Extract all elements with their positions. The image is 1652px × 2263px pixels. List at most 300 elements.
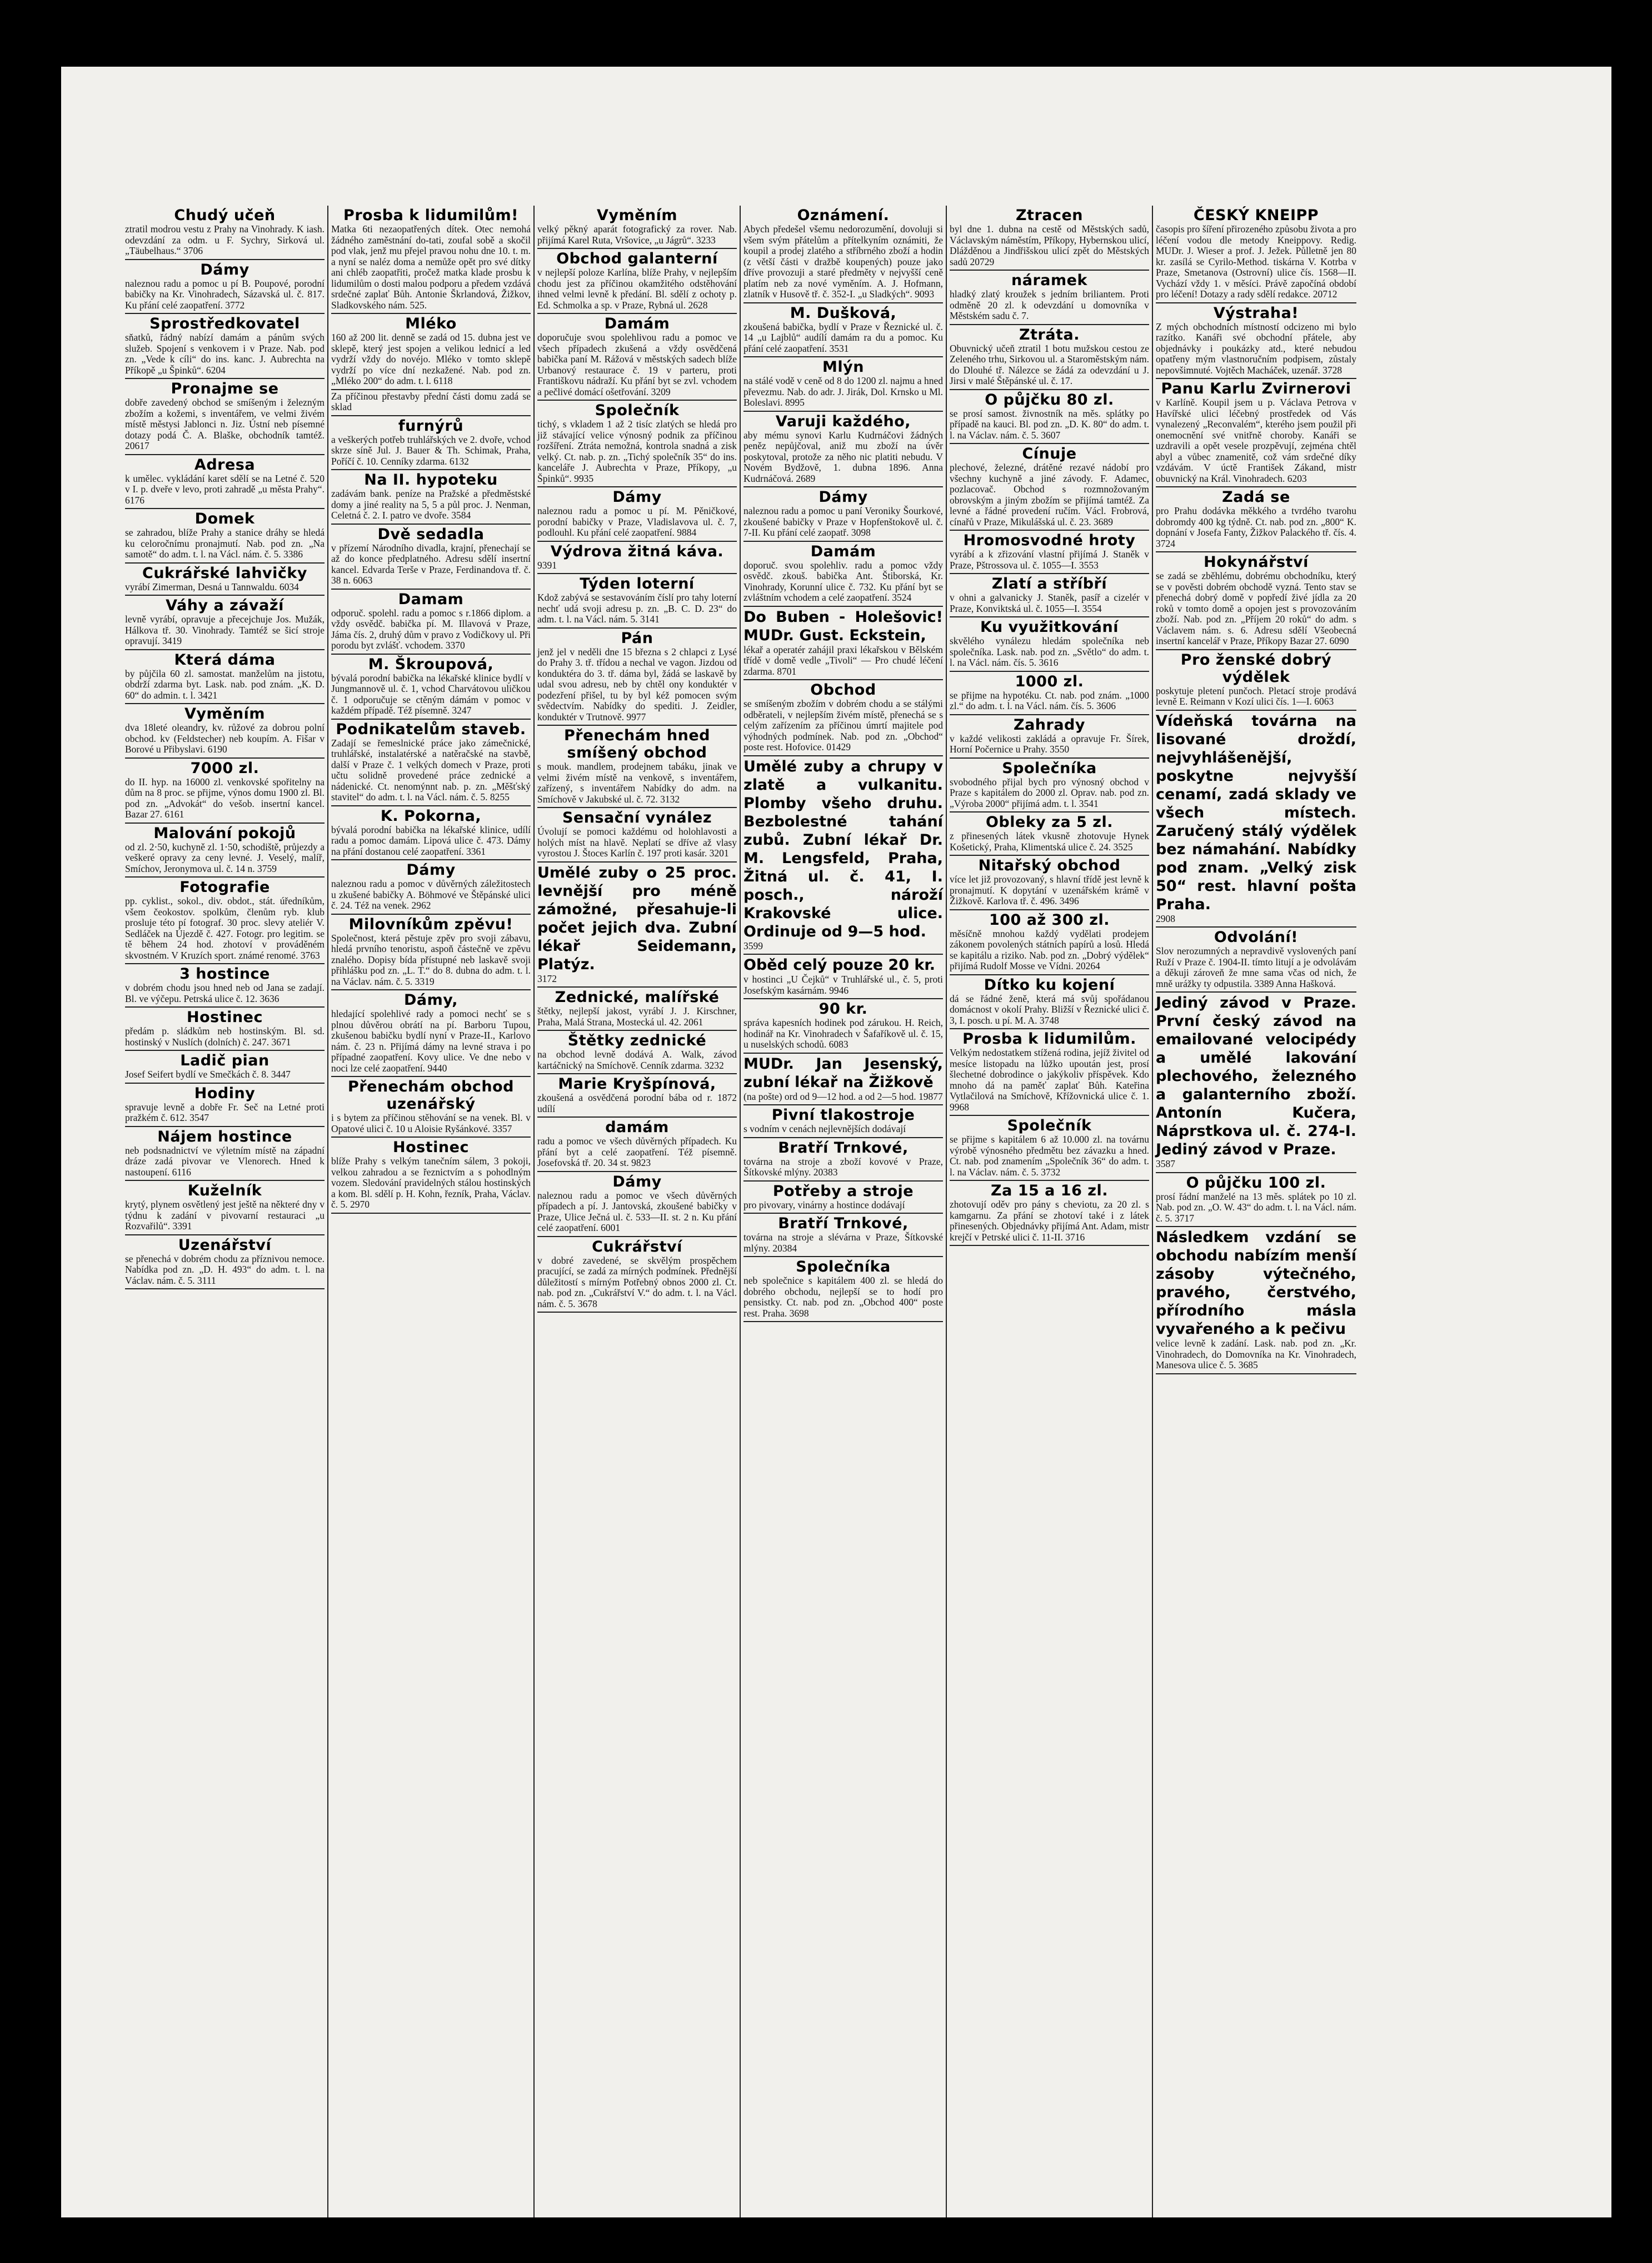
column-1 (122, 206, 328, 2217)
ad-heading: 7000 zl. (190, 759, 259, 777)
ad-body: pp. cyklist., sokol., div. obdot., stát. úředníkům, všem čeokostov. spolkům, členům ryb. klub prosluje této pí fotograf. 30 proc. slevy ateliér V. Sedláček na Újezdě č. 427. Fotogr. pro legitim. se tě během 24 hod. zhotoví v prováděném skvostném. V Kruzích sport. známé renomé. 3763 (125, 895, 325, 961)
ad-heading: Vyměním (184, 705, 266, 722)
newspaper-page (61, 67, 1611, 2217)
classified-ad (537, 487, 737, 542)
ad-body: Slov nerozumných a nepravdivě vyslovených paní Ruží v Praze č. 1904-II. tímto litují a je odvolávám a děkuji zároveň že mne sama včas od nich, že mně urážky ty odpustila. 3389 Anna Hašková. (1156, 945, 1356, 989)
classified-ad (331, 990, 531, 1077)
ad-body: továrna na stroje a zboží kovové v Praze, Šítkovské mlýny. 20383 (743, 1155, 943, 1178)
ad-heading: Bratří Trnkové, (778, 1139, 909, 1157)
ad-body: naleznou radu a pomoc v důvěrných záležitostech u zkušené babičky A. Böhmové ve Štěpánské ulici č. 24. Též na venek. 2962 (331, 878, 531, 911)
ad-body: plechové, železné, drátěné rezavé nádobí pro všechny kuchyně a jiné závody. F. Adamec, pozlacovač. Obchod s rozmnožovaným obrovským a jiným zbožím se přijímá tamtéž. Za levné a řádné provedení ručím. Václ. Frobrová, cínařů v Praze, Mikulášská ul. č. 23. 3689 (950, 462, 1149, 527)
ad-body: poskytuje pletení punčoch. Pletací stroje prodává levně E. Reimann v Kozí ulici čís. 1—I. 6063 (1156, 685, 1356, 707)
classified-ad (537, 1237, 737, 1313)
ad-heading: Přenechám obchod uzenářský (348, 1078, 514, 1113)
classified-ad (950, 390, 1149, 445)
ad-heading: Na II. hypoteku (364, 471, 498, 489)
ad-body: se smíšeným zbožím v dobrém chodu a se stálými odběrateli, v nejlepším živém místě, přenechá se s celým zařízením za příčinou úmrtí majitele pod výhodných podmínek. Nab. pod zn. „Obchod“ poste rest. Hofovice. 01429 (743, 698, 943, 752)
classified-ad (950, 715, 1149, 759)
ad-body: štětky, nejlepší jakost, vyrábí J. J. Kirschner, Praha, Malá Strana, Mostecká ul. 42. 2061 (537, 1005, 737, 1028)
classified-ad (331, 1077, 531, 1138)
ad-heading: Dámy (612, 1173, 662, 1190)
ad-body: pro Prahu dodávka měkkého a tvrdého tvarohu dobromdy 400 kg týdně. Ct. nab. pod zn. „800“ K. dopnání v Josefa Fanty, Žižkov Palackého tř. čís. 4. 3724 (1156, 505, 1356, 549)
classified-ad (743, 999, 943, 1054)
ad-body: doporuč. svou spolehliv. radu a pomoc vždy osvědč. zkouš. babička Ant. Štiborská, Kr. Vinohrady, Korunní ulice č. 732. Ku přání byt se zvláštním vchodem a celé zaopatření. 3524 (743, 559, 943, 603)
classified-ad (1156, 379, 1356, 487)
classified-ad (1156, 993, 1356, 1173)
ad-heading: Výdrova žitná káva. (550, 542, 724, 560)
ad-heading: 1000 zl. (1015, 672, 1084, 690)
ad-body: v dobré zavedené, se skvělým prospěchem pracující, se zadá za mírných podmínek. Přednější důležitostí s mírným Potřebný obnos 2000 zl. Ct. nab. pod zn. „Cukrářství V.“ do adm. t. l. na Václ. nám. č. 5. 3678 (537, 1254, 737, 1309)
classified-ad (125, 314, 325, 379)
ad-heading: Obleky za 5 zl. (985, 814, 1114, 831)
classified-ad (950, 206, 1149, 271)
classified-ad (950, 759, 1149, 813)
classified-ad (331, 416, 531, 471)
ad-body: a veškerých potřeb truhlářských ve 2. dvoře, vchod skrze síně Jul. J. Bauer & Th. Schimak, Praha, Poříčí č. 10. Cenníky zdarma. 6132 (331, 433, 531, 467)
classified-ad (125, 509, 325, 564)
ad-display-text: Umělé zuby a chrupy v zlatě a vulkanitu. Plomby všeho druhu. Bezbolestné tahání zubů. Zubní lékař Dr. M. Lengsfeld, Praha, Žitná ul. č. 41, I. posch., nároží Krakovské ulice. Ordinuje od 9—5 hod. (743, 757, 943, 940)
ad-heading: Varuji každého, (775, 412, 911, 430)
ad-body: naleznou radu a pomoc ve všech důvěrných případech a pí. J. Jantovská, zkoušené babičky v Praze, Ulice Ječná ul. č. 533—II. st. 2 n. Ku přání celé zaopatření. 6001 (537, 1189, 737, 1233)
ad-heading: Společník (595, 402, 680, 419)
ad-heading: Výstraha! (1213, 304, 1299, 322)
classified-ad (950, 1181, 1149, 1246)
ad-heading: Marie Kryšpínová, (558, 1075, 716, 1093)
ad-body: jenž jel v neděli dne 15 března s 2 chlapci z Lysé do Prahy 3. tř. třídou a nechal ve vagon. Jizdou od konduktéra do 3. tř. dáma byl, žádá se laskavě by udal svou adresu, neb by chtěl ony konduktér v podezření přišel, tu by byl kéž pomocen svým svědectvím. Nabídky do spediti. J. Zeidler, konduktér v Trutnově. 9977 (537, 646, 737, 722)
ad-body: naleznou radu a pomoc u paní Veroniky Šourkové, zkoušené babičky v Praze v Hopfenštokově ul. č. 7-II. Ku přání celé zaopatř. 3098 (743, 505, 943, 538)
ad-heading: Pro ženské dobrý výdělek (1180, 651, 1332, 686)
classified-ad (331, 470, 531, 525)
classified-ad (331, 806, 531, 861)
ad-heading: Ladič pian (180, 1052, 269, 1069)
ad-body: doporučuje svou spolehlivou radu a pomoc ve všech případech zkušená a vždy osvědčená babička paní M. Rážová v městských sadech blíže Urbanový restaurace č. 19 v parteru, proti Františkovu nádraží. Ku přání byt se zvl. vchodem a pečlivé domácí ošetřování. 3209 (537, 332, 737, 397)
ad-body: v hostinci „U Čejků“ v Truhlářské ul., č. 5, proti Josefským kasárnám. 9946 (743, 974, 943, 996)
ad-heading: Cínuje (1022, 445, 1077, 462)
ad-body: naleznou radu a pomoc u pí. M. Pěničkové, porodní babičky v Praze, Vladislavova ul. č. 7, podlouhl. Ku přání celé zaopatření. 9884 (537, 505, 737, 538)
ad-body: 160 až 200 lit. denně se zadá od 15. dubna jest ve sklepě, který jest spojen a velikou lednicí a led vydrží vždy do novéjo. Mléko v tomto sklepě vydrží po více dní nezkažené. Nab. pod zn. „Mléko 200“ do adm. t. l. 6118 (331, 332, 531, 386)
ad-body: časopis pro šíření přirozeného způsobu života a pro léčení vodou dle metody Kneippovy. Redig. MUDr. J. Wieser a prof. J. Ježek. Půlletně jen 80 kr. zasílá se Cyrilo-Method. tiskárna V. Kotrba v Praze, Smetanova (Ostrovní) ulice čís. 1568—II. Vychází vždy 1. v měsíci. Právě započíná období pro léčení! Dotazy a rady sdělí redakce. 20712 (1156, 223, 1356, 300)
ad-body: zkoušená a osvědčená porodní bába od r. 1872 udílí (537, 1092, 737, 1114)
ad-heading: Milovníkům zpěvu! (348, 915, 513, 933)
ad-body: hledající spolehlivé rady a pomoci nechť se s plnou důvěrou obrátí na pí. Barboru Tupou, zkušenou babičku bydlí nyní v Praze-II., Karlovo nám. č. 23 n. Přijímá dámy na levné strava i po případné zaopatření. Kovy ulice. Ve dne nebo v noci lze celé zaopatření. 9440 (331, 1008, 531, 1074)
classified-ad (331, 390, 531, 416)
ad-body: se přijme s kapitálem 6 až 10.000 zl. na továrnu výrobě výnosného předmětu bez závazku a hned. Ct. nab. pod znamením „Společník 36“ do adm. t. l. na Václav. nám. č. 5. 3732 (950, 1134, 1149, 1178)
ad-body: v nejlepší poloze Karlína, blíže Prahy, v nejlepším chodu jest za příčinou okamžitého odstěhování ihned velmi levně k předání. Bl. sdělí z ochoty p. Ed. Schmolka a sp. v Praze, Rybná ul. 2628 (537, 267, 737, 311)
classified-ad (537, 863, 737, 988)
ad-body: 3587 (1156, 1158, 1175, 1169)
ad-body: neb společnice s kapitálem 400 zl. se hledá do dobrého obchodu, nejlepší se to hodí pro pensistky. Ct. nab. pod zn. „Obchod 400“ poste rest. Praha. 3698 (743, 1275, 943, 1319)
ad-display-text: MUDr. Jan Jesenský, zubní lékař na Žižkově (743, 1055, 943, 1091)
classified-ad (950, 672, 1149, 715)
classified-ad (1156, 1227, 1356, 1374)
ad-heading: Ztracen (1015, 207, 1084, 224)
ad-body: Josef Seifert bydlí ve Smečkách č. 8. 3447 (125, 1069, 291, 1080)
ad-heading: Kuželník (187, 1182, 262, 1199)
ad-heading: Společníka (796, 1258, 891, 1275)
ad-body: více let již provozovaný, s hlavní třídě jest levně k pronajmutí. K dopytání v uzenářském krámě v Žižkově. Karlova tř. č. 496. 3496 (950, 874, 1149, 906)
classified-ad (331, 206, 531, 314)
ad-body: v dobrém chodu jsou hned neb od Jana se zadají. Bl. ve výčepu. Petrská ulice č. 12. 3636 (125, 982, 325, 1004)
ad-heading: Za 15 a 16 zl. (991, 1182, 1108, 1199)
ad-heading: Ku využitkování (980, 619, 1119, 636)
ad-heading: Podnikatelům staveb. (336, 720, 526, 738)
ad-body: pro pivovary, vinárny a hostince dodávají (743, 1199, 905, 1210)
ad-display-text: Oběd celý pouze 20 kr. (743, 956, 936, 974)
classified-ad (743, 542, 943, 607)
classified-ad (331, 655, 531, 720)
classified-ad (125, 878, 325, 964)
classified-ad (537, 629, 737, 726)
classified-ad (125, 1235, 325, 1290)
ad-body: v Karlíně. Koupil jsem u p. Václava Petrova v Havířské ulici léčebný prostředek od Vás vynalezený „Reconvalém“, kterého jsem použil při onemocnění své vnitřně choroby. Kanáři se uzdravili a opět vesele prozpěvují, zejména chtěl abyl a vůbec znamenitě, což vám srdečné díky vzdávám. V úctě František Zákand, mistr obuvnický na Král. Vinohradech. 6203 (1156, 397, 1356, 484)
ad-body: Abych předešel všemu nedorozumění, dovoluji si všem svým přátelům a přítelkyním oznámiti, že koupil a prodej zlatého a stříbrného zboží a hodin (z větší části v dražbě koupených) pouze jako dříve provozuji a staré předměty v nejvyšší ceně platím neb za nové vyměním. A. J. Hofmann, zlatník v Husově tř. č. 352-I. „u Sladkých“. 9093 (743, 223, 943, 300)
ad-heading: Obchod galanterní (556, 250, 718, 267)
classified-ad (125, 824, 325, 878)
classified-ad (950, 813, 1149, 856)
ad-body: zadávám bank. peníze na Pražské a předměstské domy a jiné reality na 5, 5 a půl proc. J. Nenman, Celetná č. 2. I. patro ve dvoře. 3584 (331, 488, 531, 521)
ad-heading: Společník (1007, 1117, 1092, 1134)
ad-heading: Zahrady (1014, 716, 1085, 734)
ad-body: blíže Prahy s velkým tanečním sálem, 3 pokoji, velkou zahradou a se řeznictvím a s pohodlným vozem. Sledování pravidelných stálou hostinských a kom. Bl. sdělí p. H. Kohn, řezník, Praha, Václav. č. 5. 2970 (331, 1155, 531, 1210)
column-6 (1153, 206, 1359, 2217)
classified-ad (1156, 487, 1356, 552)
ad-heading: Chudý učeň (174, 207, 276, 224)
classified-ad (950, 910, 1149, 975)
classified-ad (537, 1031, 737, 1074)
classified-ad (950, 856, 1149, 910)
ad-body: se přenechá v dobrém chodu za příznivou nemoce. Nabídka pod zn. „D. H. 493“ do adm. t. l. na Václav. nám. č. 5. 3111 (125, 1253, 325, 1286)
ad-body: velice levně k zadání. Lask. nab. pod zn. „Kr. Vinohradech, do Domovníka na Kr. Vinohradech, Manesova ulice č. 5. 3685 (1156, 1338, 1356, 1370)
ad-display-text: Umělé zuby o 25 proc. levnější pro méně zámožné, přesahuje-li počet jejich dva. Zubní lékař Seidemann, Platýz. (537, 864, 737, 973)
ad-heading: Adresa (194, 456, 256, 473)
classified-ad (1156, 650, 1356, 711)
classified-ad (125, 455, 325, 510)
ad-body: 3599 (743, 940, 763, 951)
ad-body: by půjčila 60 zl. samostat. manželům na jistotu, obdrží zdarma byt. Lask. nab. pod znám. „K. D. 60“ do admin. t. l. 3421 (125, 667, 325, 701)
column-2 (328, 206, 535, 2217)
ad-body: Zadají se řemeslnické práce jako zámečnické, truhlářské, instalatérské a natěračské na stavbě, další v Praze č. 1 velkých domech v Praze, proti učtu solidně provedené práce zednické a nádenické. Ct. nenomýnnt nab. p. zn. „Měšťský stavitel“ do adm. t. l. na Václ. nám. č. 5. 8255 (331, 737, 531, 802)
ad-heading: Hokynářství (1204, 554, 1309, 571)
column-3 (535, 206, 741, 2217)
ad-heading: O půjčku 80 zl. (985, 391, 1114, 408)
ad-heading: Obchod (810, 681, 876, 699)
classified-ad (125, 596, 325, 650)
ad-heading: Cukrářské lahvičky (142, 564, 307, 582)
classified-ad (331, 314, 531, 390)
classified-ad (950, 1116, 1149, 1181)
classified-ad (743, 955, 943, 999)
classified-ad (537, 1074, 737, 1118)
classified-ad (537, 401, 737, 487)
ad-body: od zl. 2·50, kuchyně zl. 1·50, schodiště, průjezdy a veškeré opravy za ceny levné. J. Veselý, malíř, Smíchov, Jeronymova ul. č. 14 n. 3759 (125, 841, 325, 874)
ad-body: prosí řádní manželé na 13 měs. splátek po 10 zl. Nab. pod zn. „O. W. 43“ do adm. t. l. na Václ. nám. č. 5. 3717 (1156, 1190, 1356, 1224)
ad-heading: Dámy (612, 489, 662, 506)
classified-ad (950, 325, 1149, 390)
ad-body: ztratil modrou vestu z Prahy na Vinohrady. K iash. odevzdání za odm. u F. Sychry, Sirková ul. „Täubelhaus.“ 3706 (125, 223, 325, 256)
ad-body: radu a pomoc ve všech důvěrných případech. Ku přání byt a celé zaopatření. Též písemně. Josefovská tř. 20. 34 st. 9823 (537, 1135, 737, 1168)
ad-heading: 90 kr. (818, 1000, 868, 1018)
classified-ad (125, 1084, 325, 1127)
ad-body: velký pěkný aparát fotografický za rover. Nab. přijímá Karel Ruta, Vršovice, „u Jágrů“. 3233 (537, 223, 737, 246)
ad-body: Obuvnický učeň ztratil 1 botu mužskou cestou ze Zeleného trhu, Sirkovou ul. a Staroměstským nám. do Dlouhé tř. Nálezce se žádá za odevzdání u J. Jirsi v malé Štěpánské ul. č. 17. (950, 342, 1149, 386)
classified-ad (743, 357, 943, 412)
classified-ad (950, 1029, 1149, 1116)
ad-heading: Zednické, malířské (555, 989, 720, 1006)
ad-body: s mouk. mandlem, prodejnem tabáku, jinak ve velmi živém místě na venkově, s inventářem, zařízený, s inventářem Nabídky do adm. na Smíchově v Jakubské ul. č. 72. 3132 (537, 761, 737, 805)
classified-ad (950, 617, 1149, 672)
ad-body: bývalá porodní babička na lékařské klinice, udílí radu a pomoc damám. Lipová ulice č. 473. Dámy na přání dostanou celé zaopatření. 3361 (331, 824, 531, 857)
classified-ad (125, 564, 325, 596)
ad-body: zhotovují oděv pro pány s cheviotu, za 20 zl. s kamgarnu. Za přání se zhotoví také i z látek přinesených. Objednávky přijímá Ant. Adam, mistr krejčí v Petrské ulici č. 11-II. 3716 (950, 1199, 1149, 1243)
classified-ad (125, 260, 325, 315)
ad-heading: Dámy, (403, 991, 458, 1009)
ad-body: tichý, s vkladem 1 až 2 tisíc zlatých se hledá pro již stávající velice výnosný podnik za příčinou rozšíření. Ztráta nemožná, kontrola snadná a zisk velký. Ct. nab. p. zn. „Tichý společník 35“ do ins. kanceláře J. Aubrechta v Praze, Příkopy, „u Špinků“. 9935 (537, 418, 737, 484)
ad-body: sňatků, řádný nabízí damám a pánům svých služeb. Spojení s venkovem i v Praze. Nab. pod zn. „Vede k cíli“ do ins. kanc. J. Aubrechta na Příkopě „u Špinků“. 6204 (125, 332, 325, 376)
ad-heading: Prosba k lidumilům! (343, 207, 518, 224)
ad-heading: Dámy (200, 261, 249, 278)
ad-heading: Přenechám hned smíšený obchod (563, 727, 710, 761)
ad-heading: Ztráta. (1019, 326, 1080, 343)
classified-ad (125, 964, 325, 1008)
classified-ad (1156, 303, 1356, 380)
ad-heading: Dámy (818, 489, 868, 506)
ad-heading: Malování pokojů (153, 824, 296, 842)
ad-heading: Nitařský obchod (978, 857, 1121, 874)
classified-ad (125, 379, 325, 455)
ad-body: neb podsnadnictví ve výletním místě na západní dráze zadá pivovar ve Vlenorech. Hned k nastoupení. 6116 (125, 1144, 325, 1178)
classified-ad (743, 1257, 943, 1322)
ad-body: Za příčinou přestavby přední části domu zadá se sklad (331, 390, 531, 412)
ad-heading: Dámy (406, 861, 456, 879)
ad-heading: Společníka (1002, 759, 1097, 777)
ad-body: levně vyrábí, opravuje a přecejchuje Jos. Mužák, Hálkova tř. 30. Vinohrady. Tamtéž se šicí stroje opravují. 3419 (125, 614, 325, 646)
classified-ad (950, 271, 1149, 325)
classified-ad (125, 759, 325, 824)
ad-body: na obchod levně dodává A. Walk, závod kartáčnický na Smíchově. Cenník zdarma. 3232 (537, 1049, 737, 1071)
classified-ad (743, 1138, 943, 1182)
classified-ad (1156, 552, 1356, 650)
ad-body: správa kapesních hodinek pod zárukou. H. Reich, hodinář na Kr. Vinohradech v Šafaříkově ul. č. 15, u nuselských schodů. 6083 (743, 1017, 943, 1050)
ad-heading: Odvolání! (1214, 929, 1299, 946)
ad-body: v přízemí Národního divadla, krajní, přenechají se až do konce předplatného. Adresu sdělí insertní kancel. Edvarda Terše v Praze, Ferdinandova tř. č. 38 n. 6063 (331, 542, 531, 586)
ad-body: v každé velikosti zakládá a opravuje Fr. Šírek, Horní Počernice u Prahy. 3550 (950, 732, 1149, 755)
classified-ad (125, 1127, 325, 1182)
ad-heading: náramek (1011, 272, 1087, 289)
classified-ad (950, 531, 1149, 574)
ad-body: spravuje levně a dobře Fr. Seč na Letné proti pražkém č. 612. 3547 (125, 1101, 325, 1123)
ad-heading: K. Pokorna, (380, 807, 482, 825)
ad-body: se zadá se zběhlému, dobrému obchodníku, který se v pověsti dobrém obchodě vyzná. Tento stav se přenechá dobrý domě v popředí živé jídla za 20 roků v tomto domě a opojen jest s provozováním zboží. Nab. pod zn. „Příjem 20 roků“ do adm. s Václavem nám. s. 6. Adresu sdělí Všeobecná insertní kancelář v Praze, Příkopy Bazar 27. 6090 (1156, 570, 1356, 646)
classified-ad (537, 314, 737, 401)
ad-body: z přinesených látek vkusně zhotovuje Hynek Košetický, Praha, Klimentská ulice č. 24. 3525 (950, 830, 1149, 853)
ad-heading: Hostinec (393, 1139, 469, 1156)
ad-body: dva 18leté oleandry, kv. růžové za dobrou polní obchod. kv (Feldstecher) neb koupím. A. Fišar v Borové u Přibyslavi. 6190 (125, 722, 325, 755)
ad-heading: Zadá se (1222, 489, 1290, 506)
ad-heading: Bratří Trnkové, (778, 1215, 909, 1232)
ad-body: skvělého vynálezu hledám společníka neb společníka. Lask. nab. pod zn. „Světlo“ do adm. t. l. na Václ. nám. čís. 5. 3616 (950, 635, 1149, 668)
ad-heading: M. Škroupová, (368, 655, 494, 673)
classified-ad (743, 303, 943, 358)
ad-body: s vodním v cenách nejlevnějších dodávají (743, 1123, 906, 1134)
classified-ad (537, 206, 737, 249)
ad-heading: Pivní tlakostroje (771, 1106, 915, 1124)
classified-ad (743, 487, 943, 542)
ad-body: svobodného přijal bych pro výnosný obchod v Praze s kapitálem do 2000 zl. Oprav. nab. pod zn. „Výroba 2000“ přijímá adm. t. l. 3541 (950, 776, 1149, 809)
ad-body: měsíčně mnohou každý vydělati prodejem zákonem povolených státních papírů a losů. Hledá se kapitálu a riziko. Nab. pod zn. „Dobrý výdělek“ přijímá Rudolf Mosse ve Vídni. 20264 (950, 928, 1149, 971)
column-5 (947, 206, 1153, 2217)
ad-body: i s bytem za příčinou stěhování se na venek. Bl. v Opatové ulici č. 10 u Aloisie Ryšánkové. 3357 (331, 1112, 531, 1134)
classified-ad (125, 1008, 325, 1051)
ad-heading: Cukrářství (592, 1238, 682, 1255)
classified-ad (1156, 206, 1356, 303)
classified-ad (331, 860, 531, 915)
classified-ad (950, 574, 1149, 617)
classified-ad (743, 756, 943, 955)
ad-body: Úvolují se pomoci každému od holohlavosti a holých míst na hlavě. Neplatí se dříve až vlasy vyrostou J. Štoces Karlín č. 197 proti kasár. 3201 (537, 826, 737, 859)
ad-body: krytý, plynem osvětlený jest ještě na některé dny v týdnu k zadání v pivovarní restauraci „u Rozvařilů“. 3391 (125, 1199, 325, 1232)
ad-body: 9391 (537, 559, 557, 571)
classified-ad (950, 444, 1149, 531)
classified-ad (125, 704, 325, 759)
classified-ad (743, 1054, 943, 1106)
ad-heading: Hromosvodné hroty (963, 532, 1136, 549)
ad-heading: Prosba k lidumilům. (962, 1030, 1136, 1048)
ad-body: vyrábí a k zřizování vlastní přijímá J. Staněk v Praze, Pštrossova ul. č. 1055—I. 3553 (950, 549, 1149, 571)
classified-ad (331, 915, 531, 991)
ad-heading: Týden loterní (580, 575, 695, 592)
ad-heading: Zlatí a stříbří (991, 575, 1107, 592)
ad-body: vyrábí Zimerman, Desná u Tannwaldu. 6034 (125, 581, 299, 592)
ad-body: v ohni a galvanicky J. Staněk, pasíř a cizelér v Praze, Konviktská ul. č. 1055—I. 3554 (950, 592, 1149, 614)
ad-heading: Hodiny (194, 1084, 256, 1102)
classified-ad (950, 975, 1149, 1030)
ad-display-text: Následkem vzdání se obchodu nabízím menší zásoby výtečného, pravého, čerstvého, přírodního másla vyvařeného a k pečivu (1156, 1229, 1356, 1338)
ad-heading: damám (605, 1119, 669, 1136)
classified-ad (1156, 1173, 1356, 1228)
ad-heading: Potřeby a stroje (772, 1182, 914, 1200)
ad-heading: Panu Karlu Zvirnerovi (1161, 380, 1351, 397)
ad-heading: Domek (194, 510, 255, 527)
ad-heading: Vyměním (596, 207, 678, 224)
ad-body: se zahradou, blíže Prahy a stanice dráhy se hledá ku celoročnímu pronajmutí. Nab. pod zn. „Na samotě“ do adm. t. l. na Václ. nám. č. 5. 3386 (125, 527, 325, 560)
ad-body: 2908 (1156, 913, 1175, 924)
ad-heading: O půjčku 100 zl. (1186, 1174, 1326, 1192)
ad-body: Z mých obchodních místností odcizeno mi bylo razítko. Kanáři své obchodní přátele, aby objednávky i poukázky atd., které nebudou opatřeny mým vlastnoručním podpisem, zůstaly nepovšimnuté. Vojtěch Macháček, uzenář. 3728 (1156, 321, 1356, 376)
column-4 (741, 206, 947, 2217)
classified-ad (331, 720, 531, 806)
classified-ad (743, 206, 943, 303)
ad-body: byl dne 1. dubna na cestě od Městských sadů, Václavským náměstím, Příkopy, Hybernskou ulicí, Dlážděnou a Jindřišskou ulicí zpět do Městských sadů 20729 (950, 223, 1149, 267)
ad-display-text: Vídeňská továrna na lisované droždí, nejvyhlášenější, poskytne nejvyšší cenamí, zadá sklady ve všech místech. Zaručený stálý výdělek bez námahání. Nabídky pod znam. „Velký zisk 50“ rest. hlavní pošta Praha. (1156, 712, 1356, 913)
ad-heading: Sensační vynález (562, 809, 712, 826)
ad-body: na stálé vodě v ceně od 8 do 1200 zl. najmu a hned převezmu. Nab. do adr. J. Jirák, Dol. Krnsko u Ml. Boleslavi. 8995 (743, 375, 943, 408)
classified-ad (331, 525, 531, 590)
ad-heading: 3 hostince (179, 965, 270, 983)
ad-heading: Mlýn (822, 358, 864, 376)
ad-heading: Dítko ku kojení (984, 976, 1115, 994)
ad-body: hladký zlatý kroužek s jedním briliantem. Proti odměně 20 zl. k odevzdání u domovníka v Městském sadu č. 7. (950, 288, 1149, 321)
ad-body: 3172 (537, 973, 557, 984)
classified-ad (1156, 711, 1356, 928)
ad-body: Společnost, která pěstuje zpěv pro svoji zábavu, hledá prvního tenoristu, aspoň částečně ve zpěvu znalého. Dopisy bída přístupné neb laskavě svoji přihlášku pod zn. „L. T.“ do 8. dubna do adm. t. l. na Václav. nám. č. 5. 3319 (331, 932, 531, 987)
ad-heading: Damám (604, 315, 670, 332)
ad-body: Velkým nedostatkem stížená rodina, jejíž živitel od mesíce listopadu na lůžko upoután jest, prosí šlechetné dobrodince o jakýkoliv příspěvek. Kdo mnoho dá na paměť zaplať Bůh. Kateřina Vytlačilová na Smíchově, Křížovnická ulice č. 1. 9968 (950, 1047, 1149, 1113)
ad-body: k umělec. vykládání karet sdělí se na Letné č. 520 v I. p. dveře v levo, proti zahradě „u města Prahy“. 6176 (125, 472, 325, 506)
ad-body: lékař a operatér zahájil praxi lékařskou v Bělském třídě v domě vedle „Tivoli“ — Pro chudé léčení zdarma. 8701 (743, 644, 943, 677)
ad-body: bývalá porodní babička na lékařské klinice bydlí v Jungmannově ul. č. 1, vchod Charvátovou uličkou č. 1 odporučuje se ctěným dámám v pomoc v každém případě. Též písemně. 3247 (331, 672, 531, 716)
ad-display-text: Do Buben - Holešovic! MUDr. Gust. Eckstein, (743, 608, 943, 644)
ad-body: Kdož zabývá se sestavováním číslí pro tahy loterní nechť udá svoji adresu p. zn. „B. C. D. 23“ do adm. t. l. na Václ. nám. 5. 3141 (537, 592, 737, 625)
ad-body: dobře zavedený obchod se smíšeným i železným zbožím a kožemi, s inventářem, ve velmi živém místě městysi Jablonci n. Jiz. Ústní neb písemné dotazy podá Č. A. Blaške, obchodník tamtéž. 20617 (125, 397, 325, 451)
ad-heading: furnýrů (398, 417, 464, 435)
ad-body: se prosí samost. živnostník na měs. splátky po případě na kauci. Bl. pod zn. „D. K. 80“ do adm. t. l. na Václav. nám. č. 5. 3607 (950, 407, 1149, 441)
ad-body: (na pošte) ord od 9—12 hod. a od 2—5 hod. 19877 (743, 1090, 943, 1102)
ad-heading: Pronajme se (171, 380, 279, 397)
classified-ad (537, 1172, 737, 1237)
ad-heading: Damám (810, 542, 876, 560)
ad-heading: M. Dušková, (790, 304, 897, 322)
ad-heading: Která dáma (174, 651, 276, 669)
classified-ad (537, 574, 737, 629)
classified-ad (125, 1181, 325, 1235)
ad-heading: Fotografie (179, 879, 270, 896)
classified-ad (743, 1214, 943, 1257)
ad-body: aby mému synovi Karlu Kudrnáčovi žádných peněz nepůjčoval, aniž mu zboží na úvěr poskytoval, protože za něho nic platiti nebudu. V Novém Bydžově, 1. dubna 1896. Anna Kudrnáčová. 2689 (743, 429, 943, 484)
ad-display-text: Jediný závod v Praze. První český závod na emailované velocipédy a umělé lakování plechového, železného a galanterního zboží. Antonín Kučera, Náprstkova ul. č. 274-I. Jediný závod v Praze. (1156, 994, 1356, 1158)
ad-heading: Oznámení. (797, 207, 890, 224)
ad-heading: Sprostředkovatel (149, 315, 300, 332)
ad-heading: Štětky zednické (567, 1032, 707, 1049)
ad-body: do II. hyp. na 16000 zl. venkovské spořitelny na dům na 8 proc. se přijme, výnos domu 1900 zl. Bl. pod zn. „Advokát“ do vešob. insertní kancel. Bazar 27. 6161 (125, 776, 325, 820)
ad-heading: Dvě sedadla (377, 525, 485, 543)
ad-body: dá se řádné ženě, která má svůj spořádanou domácnost v okolí Prahy. Bližší v Řeznické ulici č. 3, I. posch. u pí. M. A. 3748 (950, 993, 1149, 1026)
ad-heading: Damam (398, 590, 464, 608)
classified-columns (122, 206, 1550, 2217)
classified-ad (743, 607, 943, 681)
classified-ad (537, 988, 737, 1031)
ad-body: Matka 6ti nezaopatřených dítek. Otec nemohá žádného zaměstnání do-tati, zoufal sobě a skočil pod vlak, jenž mu přejel pravou nohu dne 10. t. m. a nyní se naléz doma a nemůže opět pro své dítky ani chléb zaopatřiti, pročež matka klade prosbu k lidumilům o dosti malou podporu a předem vzdává srdečné zaplať Bůh. Antonie Škrlandová, Žižkov, Sladkovského nám. 525. (331, 223, 531, 311)
classified-ad (743, 680, 943, 756)
ad-heading: Nájem hostince (157, 1128, 292, 1145)
ad-body: továrna na stroje a slévárna v Praze, Šítkovské mlýny. 20384 (743, 1232, 943, 1254)
classified-ad (743, 1105, 943, 1138)
ad-body: zkoušená babička, bydlí v Praze v Řeznické ul. č. 14 „u Lajblů“ audílí damám ra du a pomoc. Ku přání celé zaopatření. 3531 (743, 321, 943, 354)
ad-heading: Mléko (405, 315, 457, 332)
ad-heading: Hostinec (187, 1009, 263, 1026)
ad-body: předám p. sládkům neb hostinským. Bl. sd. hostinský v Nuslích (dolních) č. 247. 3671 (125, 1025, 325, 1048)
classified-ad (537, 542, 737, 575)
classified-ad (125, 206, 325, 260)
classified-ad (537, 808, 737, 863)
classified-ad (537, 1118, 737, 1172)
classified-ad (331, 1138, 531, 1214)
ad-heading: 100 až 300 zl. (989, 911, 1110, 929)
classified-ad (537, 249, 737, 314)
classified-ad (125, 1051, 325, 1084)
ad-body: odporuč. spolehl. radu a pomoc s r.1866 diplom. a vždy osvědč. babička pí. M. Illavová v Praze, Jáma čís. 2, druhý dům v pravo z Vodičkovy ul. Při porodu byt zvlášť. vchodem. 3370 (331, 607, 531, 651)
ad-heading: Uzenářství (178, 1236, 272, 1254)
ad-body: naleznou radu a pomoc u pí B. Poupové, porodní babičky na Kr. Vinohradech, Sázavská ul. č. 817. Ku přání celé zaopatření. 3772 (125, 277, 325, 311)
ad-body: se přijme na hypotéku. Ct. nab. pod znám. „1000 zl.“ do adm. t. l. na Václ. nám. čís. 5. 3606 (950, 689, 1149, 711)
classified-ad (743, 1182, 943, 1214)
ad-heading: Pán (621, 629, 653, 647)
classified-ad (331, 590, 531, 655)
ad-heading: Váhy a závaží (166, 597, 284, 614)
classified-ad (1156, 928, 1356, 993)
classified-ad (125, 650, 325, 705)
ad-heading: ČESKÝ KNEIPP (1193, 207, 1319, 224)
classified-ad (537, 726, 737, 808)
